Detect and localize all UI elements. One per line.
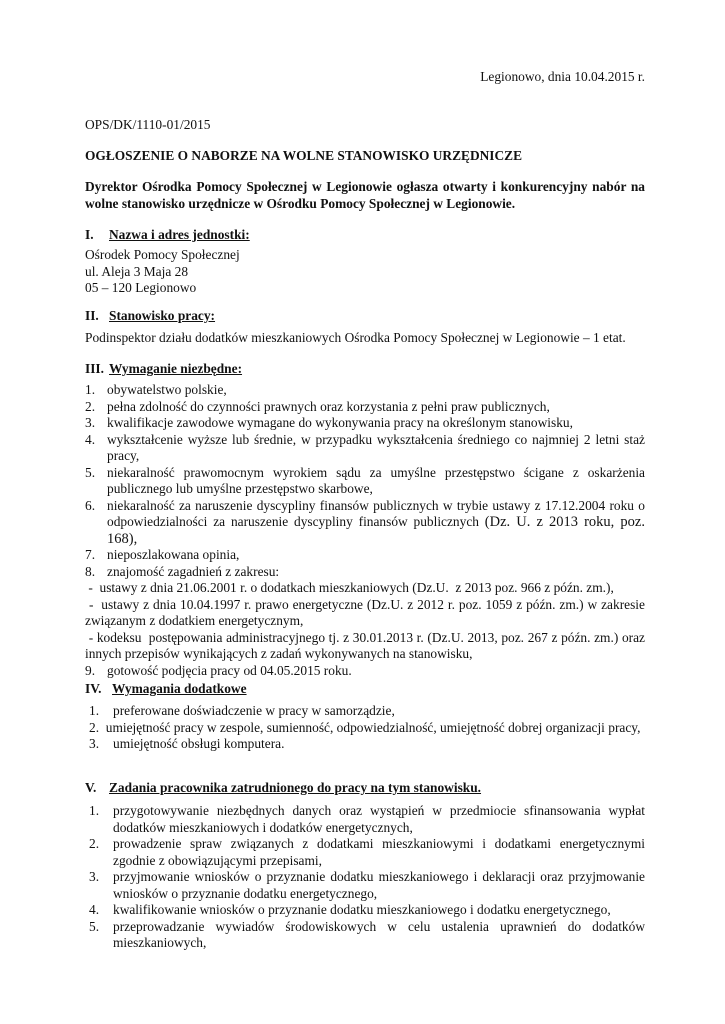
- document-date: Legionowo, dnia 10.04.2015 r.: [480, 69, 645, 84]
- section-5-heading: [85, 780, 481, 797]
- section-3-heading: [85, 361, 242, 378]
- additional-requirements-list: [85, 703, 645, 753]
- requirements-list: [85, 382, 649, 679]
- law-item: - ustawy z dnia 10.04.1997 r. prawo energetyczne (Dz.U. z 2012 r. poz. 1059 z późn. zm.) w zakresie związanym z dodatkiem energetycznym,: [85, 596, 649, 628]
- section-1-heading: [85, 227, 250, 244]
- list-item: 2. prowadzenie spraw związanych z dodatkami mieszkaniowymi i dodatkami energetycznymi zgodnie z obowiązującymi przepisami,: [89, 836, 645, 868]
- section-title: Stanowisko pracy:: [109, 308, 216, 323]
- section-number: V.: [85, 780, 97, 795]
- section-title: Wymaganie niezbędne:: [109, 361, 243, 376]
- intro-paragraph: Dyrektor Ośrodka Pomocy Społecznej w Legionowie ogłasza otwarty i konkurencyjny nabór na wolne stanowisko urzędnicze w Ośrodku Pomocy Społecznej w Legionowie.: [85, 179, 645, 211]
- list-item: 5. niekaralność prawomocnym wyrokiem sądu za umyślne przestępstwo ścigane z oskarżenia publicznego lub umyślne przestępstwo skarbowe,: [85, 464, 645, 496]
- section-number: III.: [85, 361, 104, 376]
- section-title: Wymagania dodatkowe: [112, 681, 247, 696]
- list-item: 2. pełna zdolność do czynności prawnych oraz korzystania z pełni praw publicznych,: [85, 398, 550, 414]
- list-item: 7. nieposzlakowana opinia,: [85, 547, 240, 562]
- section-title: Nazwa i adres jednostki:: [109, 227, 250, 242]
- list-item: 4. wykształcenie wyższe lub średnie, w przypadku wykształcenia średniego co najmniej 2 letni staż pracy,: [85, 431, 645, 463]
- section-2-heading: [85, 308, 215, 325]
- document-title: OGŁOSZENIE O NABORZE NA WOLNE STANOWISKO URZĘDNICZE: [85, 148, 523, 163]
- list-item: 5. przeprowadzanie wywiadów środowiskowych w celu ustalenia uprawnień do dodatków mieszkaniowych,: [89, 918, 645, 950]
- address-line: 05 – 120 Legionowo: [85, 280, 197, 295]
- list-item: 2. umiejętność pracy w zespole, sumienność, odpowiedzialność, umiejętność dobrej organizacji pracy,: [89, 719, 641, 735]
- list-item: 6. niekaralność za naruszenie dyscypliny finansów publicznych w trybie ustawy z 17.12.2004 roku o odpowiedzialności za naruszenie dyscypliny finansów publicznych (Dz. U. z 2013 roku, poz. 168),: [85, 497, 645, 547]
- list-item: 1. preferowane doświadczenie w pracy w samorządzie,: [89, 703, 395, 718]
- reference-number: OPS/DK/1110-01/2015: [85, 117, 211, 132]
- list-item: 1. obywatelstwo polskie,: [85, 382, 227, 397]
- tasks-list: [85, 803, 645, 952]
- address-line: Ośrodek Pomocy Społecznej: [85, 247, 240, 262]
- list-item: 1. przygotowywanie niezbędnych danych oraz wystąpień w przedmiocie sfinansowania wypłat dodatków mieszkaniowych i dodatków energetycznych,: [89, 803, 645, 835]
- section-number: I.: [85, 227, 94, 242]
- list-item: 9. gotowość podjęcia pracy od 04.05.2015 roku.: [85, 662, 352, 678]
- list-item: 3. przyjmowanie wniosków o przyznanie dodatku mieszkaniowego i deklaracji oraz przyjmowanie wniosków o przyznanie dodatku energetycznego,: [89, 869, 645, 901]
- law-item: - kodeksu postępowania administracyjnego tj. z 30.01.2013 r. (Dz.U. 2013, poz. 267 z późn. zm.) oraz innych przepisów wynikających z zadań wykonywanych na stanowisku,: [85, 629, 649, 661]
- list-item: 3. kwalifikacje zawodowe wymagane do wykonywania pracy na określonym stanowisku,: [85, 415, 573, 430]
- section-title: Zadania pracownika zatrudnionego do pracy na tym stanowisku.: [109, 780, 482, 795]
- list-item: 3. umiejętność obsługi komputera.: [89, 736, 285, 751]
- section-number: II.: [85, 308, 99, 323]
- section-4-heading: [85, 681, 247, 698]
- address-block: [85, 247, 645, 297]
- list-item: 4. kwalifikowanie wniosków o przyznanie dodatku mieszkaniowego i dodatku energetycznego,: [89, 902, 611, 917]
- position-text: Podinspektor działu dodatków mieszkaniowych Ośrodka Pomocy Społecznej w Legionowie – 1 etat.: [85, 330, 626, 345]
- list-item: 8. znajomość zagadnień z zakresu:: [85, 563, 280, 579]
- section-number: IV.: [85, 681, 102, 696]
- law-item: - ustawy z dnia 21.06.2001 r. o dodatkach mieszkaniowych (Dz.U. z 2013 poz. 966 z późn. zm.),: [85, 580, 614, 595]
- address-line: ul. Aleja 3 Maja 28: [85, 263, 189, 279]
